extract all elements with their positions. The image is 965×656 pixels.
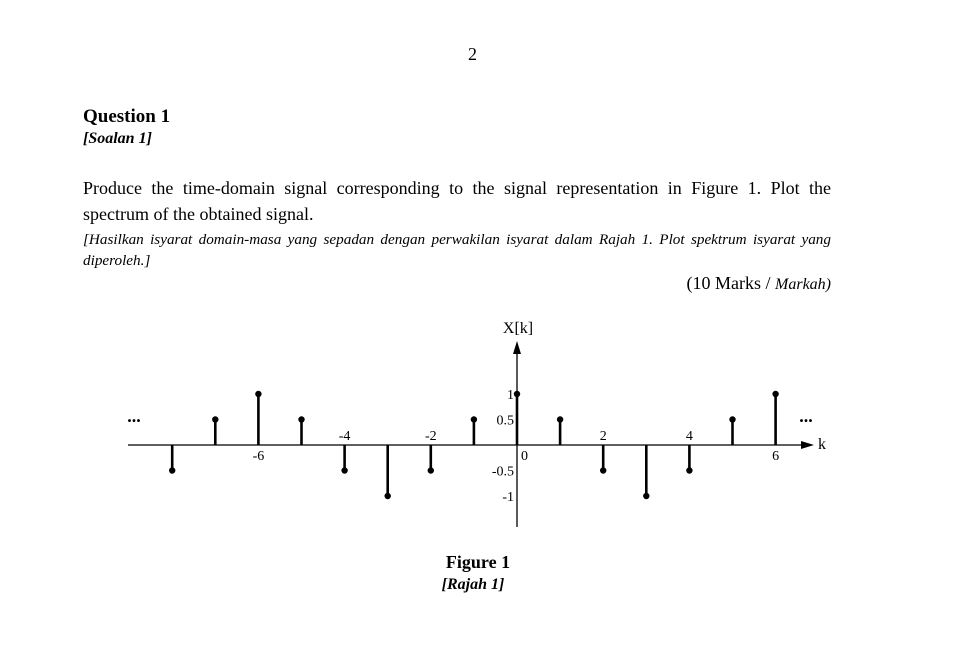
- stem-marker: [385, 493, 391, 499]
- y-tick-label: 0.5: [496, 413, 514, 429]
- figure-caption: Figure 1: [445, 552, 511, 572]
- x-tick-label: -4: [338, 429, 351, 444]
- x-axis-label: k: [818, 436, 826, 453]
- stem-marker: [772, 391, 778, 397]
- y-axis-arrow: [513, 341, 521, 354]
- stem-marker: [212, 416, 218, 422]
- stem-marker: [255, 391, 261, 397]
- stem-marker: [643, 493, 649, 499]
- stem-marker: [729, 416, 735, 422]
- stem-marker: [341, 467, 347, 473]
- y-tick-label: -0.5: [491, 464, 514, 480]
- marks-value: (10 Marks /: [686, 273, 776, 293]
- question-title: Question 1: [83, 106, 171, 127]
- stem-marker: [471, 416, 477, 422]
- stem-marker: [557, 416, 563, 422]
- x-tick-label: 2: [599, 429, 607, 444]
- ellipsis-right: ...: [799, 406, 813, 426]
- plot-axes: [128, 341, 814, 527]
- marks-translation: Markah): [775, 276, 831, 293]
- y-tick-label: -1: [502, 490, 514, 505]
- x-tick-label: -2: [424, 429, 437, 444]
- question-title-translation: [Soalan 1]: [83, 130, 152, 147]
- stem-marker: [169, 467, 175, 473]
- question-body: Produce the time-domain signal corresponding to the signal representation in Figure 1. Plot the spectrum of the obtained signal.: [83, 178, 831, 224]
- page-number: 2: [468, 44, 477, 64]
- question-body-translation: [Hasilkan isyarat domain-masa yang sepadan dengan perwakilan isyarat dalam Rajah 1. Plot spektrum isyarat yang diperoleh.]: [83, 231, 831, 269]
- plot-labels: [127, 320, 826, 505]
- ellipsis-left: ...: [127, 406, 141, 426]
- stem-marker: [298, 416, 304, 422]
- x-tick-label: 0: [521, 449, 528, 464]
- y-tick-label: 1: [507, 388, 514, 403]
- x-tick-label: 4: [685, 429, 693, 444]
- stem-marker: [600, 467, 606, 473]
- x-tick-label: -6: [252, 449, 265, 464]
- stem-marker: [686, 467, 692, 473]
- y-axis-label: X[k]: [502, 320, 534, 337]
- x-axis-arrow: [801, 441, 814, 449]
- stem-marker: [514, 391, 520, 397]
- stem-marker: [428, 467, 434, 473]
- figure-caption-translation: [Rajah 1]: [441, 576, 505, 593]
- x-tick-label: 6: [772, 449, 780, 464]
